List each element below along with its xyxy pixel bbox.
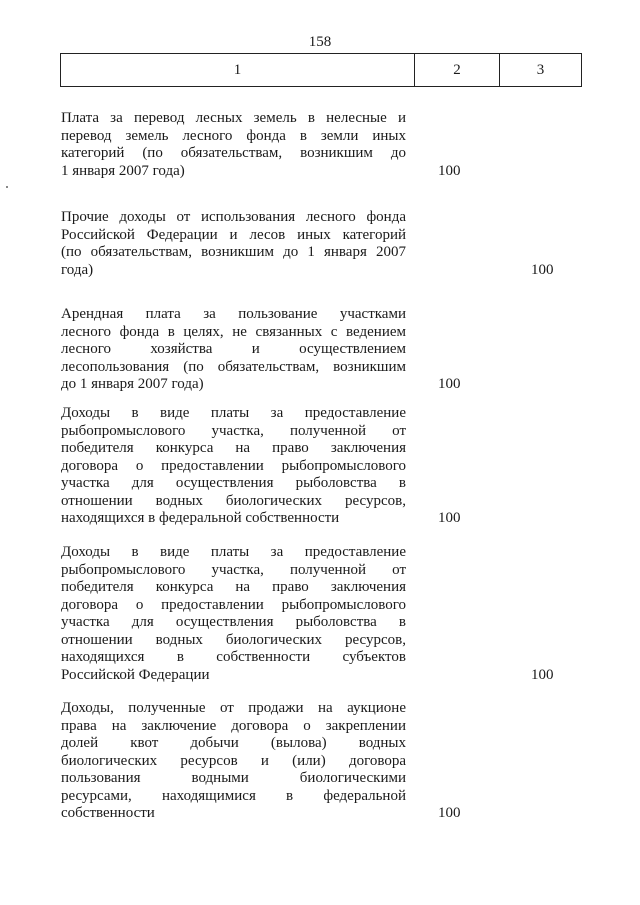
description-line: 1 января 2007 года): [61, 162, 185, 179]
description-line: ресурсами, находящимися в федеральной: [61, 787, 406, 804]
row-value-col3: 100: [531, 261, 554, 278]
description-line: Прочие доходы от использования лесного фонда: [61, 209, 406, 225]
row-description: [61, 110, 406, 180]
row-description: [61, 544, 406, 684]
description-line: участка для осуществления рыболовства в: [61, 614, 406, 630]
description-line: договора о предоставлении рыбопромыслового: [61, 596, 406, 613]
description-line: лесопользования (по обязательствам, возникшим: [61, 358, 406, 375]
row-value-col3: 100: [531, 666, 554, 683]
description-line: участка для осуществления рыболовства в: [61, 475, 406, 491]
header-col-2: 2: [415, 54, 500, 86]
table-header: [60, 53, 582, 87]
description-line: победителя конкурса на право заключения: [61, 579, 406, 595]
description-line: лесного фонда в целях, не связанных с ведением: [61, 323, 406, 340]
description-line: рыбопромыслового участка, полученной от: [61, 422, 406, 439]
description-line: категорий (по обязательствам, возникшим до: [61, 145, 406, 161]
description-line: Доходы в виде платы за предоставление: [61, 405, 406, 421]
page-number: 158: [308, 34, 332, 50]
row-description: [61, 405, 406, 528]
description-line: долей квот добычи (вылова) водных: [61, 735, 406, 751]
header-col-3: 3: [536, 61, 545, 78]
description-line: Плата за перевод лесных земель в нелесные и: [61, 110, 406, 126]
description-line: находящихся в федеральной собственности: [61, 510, 340, 526]
description-line: (по обязательствам, возникшим до 1 января 2007: [61, 244, 406, 260]
description-line: Российской Федерации и лесов иных категорий: [61, 226, 406, 243]
description-line: до 1 января 2007 года): [61, 376, 204, 392]
description-line: Доходы в виде платы за предоставление: [61, 544, 406, 560]
description-line: биологических ресурсов и (или) договора: [61, 752, 406, 769]
description-line: договора о предоставлении рыбопромыслового: [61, 457, 406, 474]
description-line: права на заключение договора о закреплении: [61, 717, 406, 734]
description-line: отношении водных биологических ресурсов,: [61, 631, 406, 648]
description-line: находящихся в собственности субъектов: [61, 649, 406, 665]
description-line: пользования водными биологическими: [61, 770, 406, 786]
scan-mark: [6, 186, 8, 188]
description-line: года): [61, 261, 94, 278]
row-value-col2: 100: [438, 162, 461, 179]
description-line: лесного хозяйства и осуществлением: [61, 341, 406, 357]
description-line: рыбопромыслового участка, полученной от: [61, 561, 406, 578]
description-line: победителя конкурса на право заключения: [61, 440, 406, 456]
header-col-1: 1: [61, 54, 415, 86]
row-description: [61, 700, 406, 823]
description-line: собственности: [61, 805, 155, 821]
description-line: Российской Федерации: [61, 666, 210, 683]
row-value-col2: 100: [438, 805, 461, 821]
row-value-col2: 100: [438, 376, 461, 392]
description-line: отношении водных биологических ресурсов,: [61, 492, 406, 509]
row-value-col2: 100: [438, 510, 461, 526]
row-description: [61, 306, 406, 394]
description-line: Доходы, полученные от продажи на аукционе: [61, 700, 406, 716]
description-line: Арендная плата за пользование участками: [61, 306, 406, 322]
description-line: перевод земель лесного фонда в земли иных: [61, 127, 406, 144]
row-description: [61, 209, 406, 279]
